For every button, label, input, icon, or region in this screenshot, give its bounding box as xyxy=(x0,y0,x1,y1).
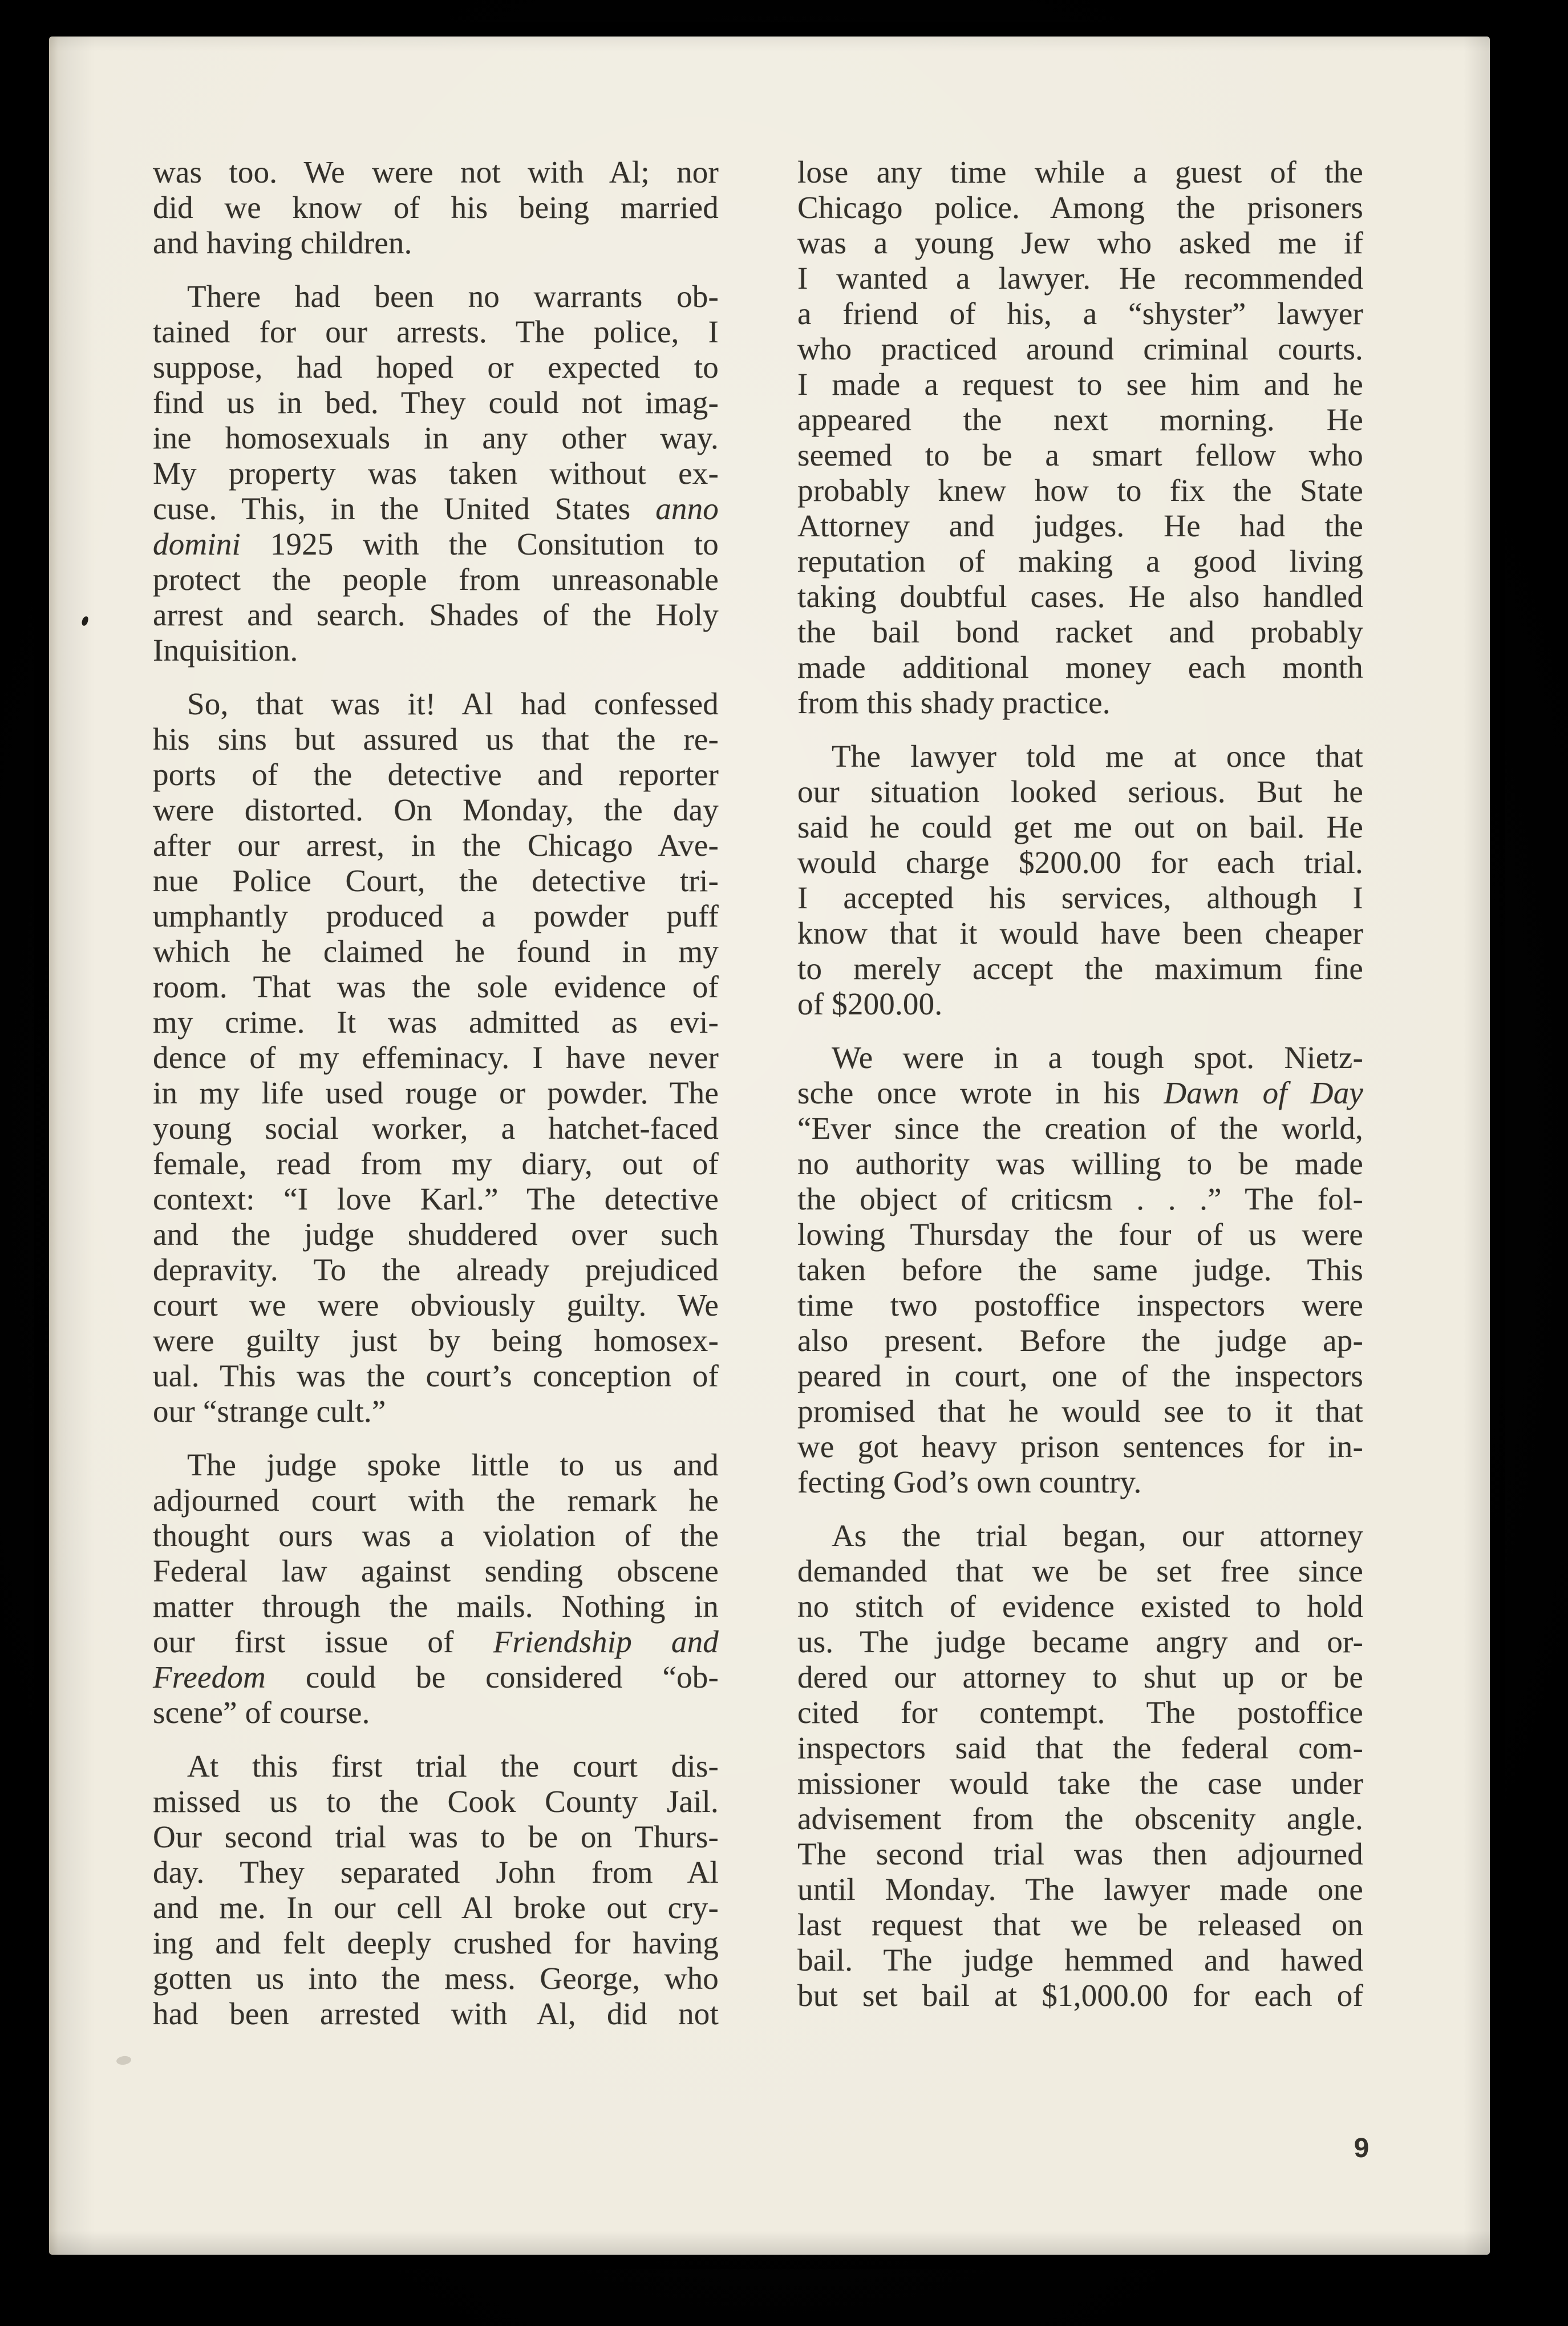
text-line: tained for our arrests. The police, I xyxy=(153,314,719,349)
text-line: the bail bond racket and probably xyxy=(797,614,1363,649)
text-line: was too. We were not with Al; nor xyxy=(153,155,719,189)
text-line: At this first trial the court dis- xyxy=(187,1749,719,1783)
text-line: “Ever since the creation of the world, xyxy=(797,1111,1363,1146)
text-line: lowing Thursday the four of us were xyxy=(797,1217,1363,1252)
text-line: know that it would have been cheaper xyxy=(797,916,1363,950)
text-line: no stitch of evidence existed to hold xyxy=(797,1589,1363,1624)
text-line: suppose, had hoped or expected to xyxy=(153,350,719,385)
text-line: ports of the detective and reporter xyxy=(153,757,719,792)
text-line: dered our attorney to shut up or be xyxy=(797,1660,1363,1694)
text-line: Freedom could be considered “ob- xyxy=(153,1660,719,1694)
text-line: As the trial began, our attorney xyxy=(832,1518,1363,1553)
text-line: of $200.00. xyxy=(797,986,943,1021)
text-line: We were in a tough spot. Nietz- xyxy=(832,1040,1363,1075)
text-line: cited for contempt. The postoffice xyxy=(797,1695,1363,1730)
text-line: sche once wrote in his Dawn of Day xyxy=(797,1075,1364,1110)
text-line: his sins but assured us that the re- xyxy=(153,722,719,757)
text-line: nue Police Court, the detective tri- xyxy=(153,863,719,898)
text-line: until Monday. The lawyer made one xyxy=(797,1872,1363,1907)
text-line: my crime. It was admitted as evi- xyxy=(153,1005,719,1039)
text-line: inspectors said that the federal com- xyxy=(797,1730,1363,1765)
paragraph xyxy=(153,1749,719,2032)
text-line: fecting God’s own country. xyxy=(797,1465,1142,1499)
text-line: reputation of making a good living xyxy=(797,544,1363,579)
text-line: a friend of his, a “shyster” lawyer xyxy=(797,296,1363,331)
text-line: missioner would take the case under xyxy=(797,1766,1363,1801)
text-line: ing and felt deeply crushed for having xyxy=(153,1925,719,1960)
text-line: There had been no warrants ob- xyxy=(187,279,719,314)
text-line: to merely accept the maximum fine xyxy=(797,951,1363,986)
text-line: made additional money each month xyxy=(797,650,1363,685)
text-line: context: “I love Karl.” The detective xyxy=(153,1182,719,1216)
text-line: matter through the mails. Nothing in xyxy=(153,1589,719,1624)
text-line: was a young Jew who asked me if xyxy=(797,225,1363,260)
page-number: 9 xyxy=(1354,2133,1370,2163)
text-line: My property was taken without ex- xyxy=(153,456,719,491)
text-line: us. The judge became angry and or- xyxy=(797,1624,1363,1659)
paragraph xyxy=(797,739,1363,1022)
text-line: said he could get me out on bail. He xyxy=(797,810,1363,844)
text-line: find us in bed. They could not imag- xyxy=(153,385,719,420)
text-line: in my life used rouge or powder. The xyxy=(153,1075,719,1110)
text-line: lose any time while a guest of the xyxy=(797,155,1363,189)
text-line: advisement from the obscenity angle. xyxy=(797,1801,1363,1836)
text-column-left xyxy=(153,155,719,2032)
text-line: demanded that we be set free since xyxy=(797,1554,1363,1588)
text-line: bail. The judge hemmed and hawed xyxy=(797,1943,1363,1977)
paragraph xyxy=(153,279,719,668)
paragraph xyxy=(797,1040,1363,1500)
text-line: Federal law against sending obscene xyxy=(153,1554,719,1588)
text-line: who practiced around criminal courts. xyxy=(797,331,1363,366)
text-line: no authority was willing to be made xyxy=(797,1146,1363,1181)
text-line: cuse. This, in the United States anno xyxy=(153,491,719,526)
text-line: promised that he would see to it that xyxy=(797,1394,1363,1429)
text-line: court we were obviously guilty. We xyxy=(153,1288,719,1322)
text-line: would charge $200.00 for each trial. xyxy=(797,845,1363,880)
text-line: after our arrest, in the Chicago Ave- xyxy=(153,828,719,863)
text-line: were guilty just by being homosex- xyxy=(153,1323,719,1358)
text-line: The judge spoke little to us and xyxy=(187,1447,719,1482)
text-line: female, read from my diary, out of xyxy=(153,1146,719,1181)
text-line: Inquisition. xyxy=(153,633,298,668)
text-line: Chicago police. Among the prisoners xyxy=(797,190,1363,225)
text-line: depravity. To the already prejudiced xyxy=(153,1252,719,1287)
text-line: probably knew how to fix the State xyxy=(797,473,1363,508)
text-line: missed us to the Cook County Jail. xyxy=(153,1784,719,1819)
text-line: we got heavy prison sentences for in- xyxy=(797,1429,1363,1464)
text-line: did we know of his being married xyxy=(153,190,719,225)
text-line: young social worker, a hatchet-faced xyxy=(153,1111,719,1146)
text-line: had been arrested with Al, did not xyxy=(153,1996,719,2031)
text-line: ual. This was the court’s conception of xyxy=(153,1358,719,1393)
paragraph xyxy=(153,1447,719,1730)
text-line: were distorted. On Monday, the day xyxy=(153,792,719,827)
text-line: umphantly produced a powder puff xyxy=(153,899,719,933)
paragraph xyxy=(153,686,719,1429)
text-line: taking doubtful cases. He also handled xyxy=(797,579,1363,614)
text-line: our first issue of Friendship and xyxy=(153,1624,719,1659)
text-line: taken before the same judge. This xyxy=(797,1252,1363,1287)
text-line: and the judge shuddered over such xyxy=(153,1217,719,1252)
text-line: domini 1925 with the Consitution to xyxy=(153,527,719,561)
paragraph xyxy=(797,1518,1363,2013)
text-line: also present. Before the judge ap- xyxy=(797,1323,1363,1358)
text-line: the object of criticsm . . .” The fol- xyxy=(797,1182,1363,1216)
text-line: I accepted his services, although I xyxy=(797,880,1363,915)
text-line: gotten us into the mess. George, who xyxy=(153,1961,719,1996)
text-line: and having children. xyxy=(153,225,412,260)
paragraph xyxy=(797,155,1363,721)
text-line: adjourned court with the remark he xyxy=(153,1483,719,1518)
text-line: our “strange cult.” xyxy=(153,1394,386,1429)
text-line: Our second trial was to be on Thurs- xyxy=(153,1819,719,1854)
text-line: day. They separated John from Al xyxy=(153,1855,719,1890)
text-line: The second trial was then adjourned xyxy=(797,1836,1363,1871)
text-line: So, that was it! Al had confessed xyxy=(187,686,719,721)
text-line: last request that we be released on xyxy=(797,1907,1363,1942)
text-line: room. That was the sole evidence of xyxy=(153,969,719,1004)
text-line: arrest and search. Shades of the Holy xyxy=(153,597,719,632)
text-line: from this shady practice. xyxy=(797,685,1111,720)
ink-speck xyxy=(81,616,89,626)
text-line: I made a request to see him and he xyxy=(797,367,1363,402)
text-line: thought ours was a violation of the xyxy=(153,1518,719,1553)
text-line: peared in court, one of the inspectors xyxy=(797,1358,1363,1393)
text-line: seemed to be a smart fellow who xyxy=(797,438,1363,472)
text-line: I wanted a lawyer. He recommended xyxy=(797,261,1363,296)
paragraph xyxy=(153,155,719,261)
text-line: Attorney and judges. He had the xyxy=(797,508,1363,543)
text-line: which he claimed he found in my xyxy=(153,934,719,969)
paper-smudge xyxy=(116,2055,132,2065)
text-line: ine homosexuals in any other way. xyxy=(153,420,719,455)
text-line: scene” of course. xyxy=(153,1695,370,1730)
text-line: time two postoffice inspectors were xyxy=(797,1288,1363,1322)
text-line: dence of my effeminacy. I have never xyxy=(153,1040,719,1075)
text-line: but set bail at $1,000.00 for each of xyxy=(797,1978,1363,2013)
text-line: The lawyer told me at once that xyxy=(832,739,1363,774)
text-line: and me. In our cell Al broke out cry- xyxy=(153,1890,719,1925)
text-line: appeared the next morning. He xyxy=(797,402,1363,437)
text-line: protect the people from unreasonable xyxy=(153,562,719,597)
magazine-page xyxy=(49,37,1490,2255)
text-column-right xyxy=(797,155,1363,2013)
text-line: our situation looked serious. But he xyxy=(797,774,1363,809)
